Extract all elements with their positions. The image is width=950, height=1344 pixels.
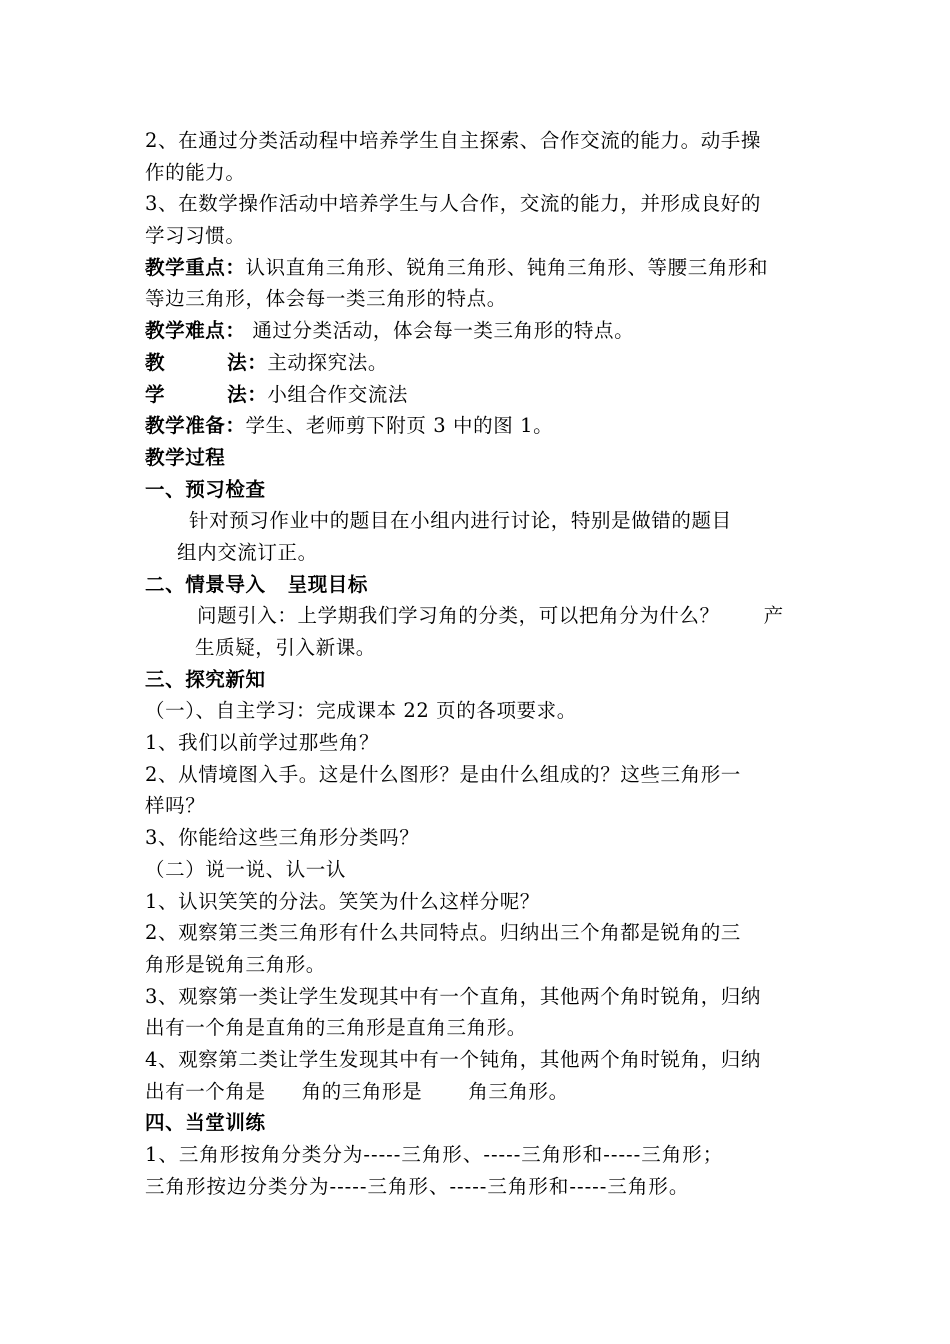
fill-text-b: 角的三角形是 — [301, 1079, 423, 1103]
section-2-question: 问题引入：上学期我们学习角的分类，可以把角分为什么？ — [197, 604, 720, 628]
subsection-2-item-1: 1、认识笑笑的分法。笑笑为什么这样分呢？ — [145, 889, 540, 913]
teaching-method-label-b: 法： — [227, 350, 268, 374]
section-4-heading: 四、当堂训练 — [145, 1111, 266, 1135]
teaching-focus-label: 教学重点： — [145, 255, 246, 279]
teaching-focus — [145, 252, 810, 284]
teaching-difficulty-text: 通过分类活动，体会每一类三角形的特点。 — [245, 319, 635, 343]
objective-2-line-1: 2、在通过分类活动程中培养学生自主探索、合作交流的能力。动手操 — [145, 129, 762, 152]
learning-method — [145, 379, 810, 411]
section-1-line-1: 针对预习作业中的题目在小组内进行讨论，特别是做错的题目 — [189, 509, 732, 533]
teaching-process-heading: 教学过程 — [145, 445, 226, 469]
teaching-difficulty — [145, 315, 810, 347]
section-2-line-1 — [145, 600, 810, 632]
subsection-2-item-3-line-2: 出有一个角是直角的三角形是直角三角形。 — [145, 1016, 527, 1040]
section-2-heading-b: 呈现目标 — [287, 572, 369, 596]
section-1-heading: 一、预习检查 — [145, 477, 266, 501]
fill-text-a: 出有一个角是 — [145, 1079, 266, 1103]
exercise-1-line-1: 1、三角形按角分类分为-----三角形、-----三角形和-----三角形； — [145, 1143, 724, 1166]
subsection-1-heading: （一）、自主学习：完成课本 22 页的各项要求。 — [145, 699, 577, 723]
section-2-line-2: 生质疑，引入新课。 — [195, 636, 376, 659]
objective-3-line-1: 3、在数学操作活动中培养学生与人合作，交流的能力，并形成良好的 — [145, 192, 762, 216]
teaching-preparation — [145, 410, 810, 442]
section-3-heading: 三、探究新知 — [145, 667, 266, 691]
teaching-method-label-a: 教 — [145, 350, 166, 374]
subsection-1-item-1: 1、我们以前学过那些角？ — [145, 731, 380, 755]
document-page — [145, 125, 810, 1202]
subsection-1-item-2-line-2: 样吗？ — [145, 794, 206, 818]
teaching-preparation-label: 教学准备： — [145, 414, 246, 438]
section-1-line-2: 组内交流订正。 — [177, 540, 318, 564]
fill-text-c: 角三角形。 — [468, 1079, 569, 1103]
subsection-2-item-4-line-2 — [145, 1076, 810, 1108]
section-2-heading — [145, 569, 810, 601]
subsection-2-item-2-line-2: 角形是锐角三角形。 — [145, 952, 326, 976]
teaching-method-text: 主动探究法。 — [267, 350, 388, 374]
exercise-1-line-2: 三角形按边分类分为-----三角形、-----三角形和-----三角形。 — [145, 1174, 690, 1198]
section-2-heading-a: 二、情景导入 — [145, 572, 266, 596]
teaching-method — [145, 347, 810, 379]
teaching-difficulty-label: 教学难点： — [145, 319, 246, 343]
subsection-2-heading: （二）说一说、认一认 — [145, 857, 347, 881]
subsection-2-item-4-line-1: 4、观察第二类让学生发现其中有一个钝角，其他两个角时锐角，归纳 — [145, 1047, 762, 1071]
objective-2-line-2: 作的能力。 — [145, 160, 246, 184]
teaching-preparation-text: 学生、老师剪下附页 3 中的图 1。 — [245, 414, 554, 438]
subsection-1-item-3: 3、你能给这些三角形分类吗？ — [145, 826, 420, 850]
learning-method-label-a: 学 — [145, 382, 166, 406]
subsection-2-item-3-line-1: 3、观察第一类让学生发现其中有一个直角，其他两个角时锐角，归纳 — [145, 984, 762, 1008]
teaching-focus-text: 认识直角三角形、锐角三角形、钝角三角形、等腰三角形和 — [245, 255, 769, 279]
section-2-question-tail: 产 — [763, 604, 784, 628]
teaching-focus-line-2: 等边三角形，体会每一类三角形的特点。 — [145, 287, 507, 311]
learning-method-text: 小组合作交流法 — [267, 382, 409, 406]
subsection-2-item-2-line-1: 2、观察第三类三角形有什么共同特点。归纳出三个角都是锐角的三 — [145, 921, 741, 945]
learning-method-label-b: 法： — [227, 382, 268, 406]
objective-3-line-2: 学习习惯。 — [145, 224, 246, 248]
subsection-1-item-2-line-1: 2、从情境图入手。这是什么图形？是由什么组成的？这些三角形一 — [145, 762, 741, 786]
